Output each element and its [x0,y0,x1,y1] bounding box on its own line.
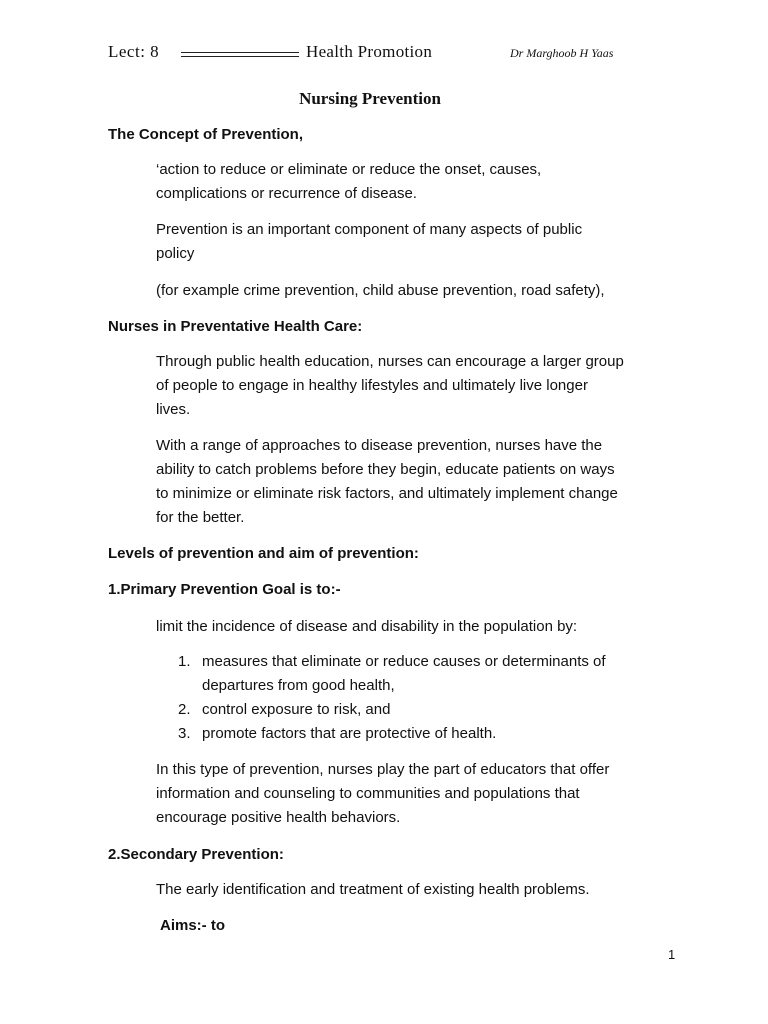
secondary-heading: 2.Secondary Prevention: [108,846,284,863]
header-title: Health Promotion [306,42,433,61]
header-author: Dr Marghoob H Yaas [510,46,614,60]
nurses-p2-line3: to minimize or eliminate risk factors, and ultimately implement change [156,485,618,502]
document-title: Nursing Prevention [299,89,441,108]
nurses-p2-line1: With a range of approaches to disease prevention, nurses have the [156,437,603,454]
header-rule [181,52,299,57]
list-item-line: measures that eliminate or reduce causes or determinants of [202,653,606,670]
list-number: 1. [178,653,191,670]
concept-heading: The Concept of Prevention, [108,126,304,143]
list-number: 3. [178,725,191,742]
primary-p-line1: In this type of prevention, nurses play the part of educators that offer [156,761,610,778]
nurses-p2-line4: for the better. [156,509,245,526]
page-header [0,42,768,64]
primary-intro: limit the incidence of disease and disability in the population by: [156,618,578,635]
list-number: 2. [178,701,191,718]
concept-p2-line1: Prevention is an important component of many aspects of public [156,221,583,238]
concept-p2-line2: policy [156,245,195,262]
secondary-p: The early identification and treatment of existing health problems. [156,881,590,898]
primary-heading: 1.Primary Prevention Goal is to:- [108,581,341,598]
page-number: 1 [668,947,676,962]
nurses-p1-line2: of people to engage in healthy lifestyles and ultimately live longer [156,377,588,394]
primary-p-line2: information and counseling to communities and populations that [156,785,580,802]
lecture-number: Lect: 8 [108,42,160,61]
nurses-heading: Nurses in Preventative Health Care: [108,318,363,335]
concept-p1-line2: complications or recurrence of disease. [156,185,417,202]
list-item-line: control exposure to risk, and [202,701,391,718]
secondary-aims: Aims:- to [160,917,225,934]
primary-p-line3: encourage positive health behaviors. [156,809,401,826]
nurses-p1-line1: Through public health education, nurses can encourage a larger group [156,353,624,370]
levels-heading: Levels of prevention and aim of prevention: [108,545,419,562]
nurses-p2-line2: ability to catch problems before they begin, educate patients on ways [156,461,615,478]
concept-p1-line1: ‘action to reduce or eliminate or reduce the onset, causes, [156,161,542,178]
nurses-p1-line3: lives. [156,401,191,418]
concept-p3: (for example crime prevention, child abuse prevention, road safety), [156,282,605,299]
list-item-line: departures from good health, [202,677,395,694]
list-item-line: promote factors that are protective of health. [202,725,497,742]
